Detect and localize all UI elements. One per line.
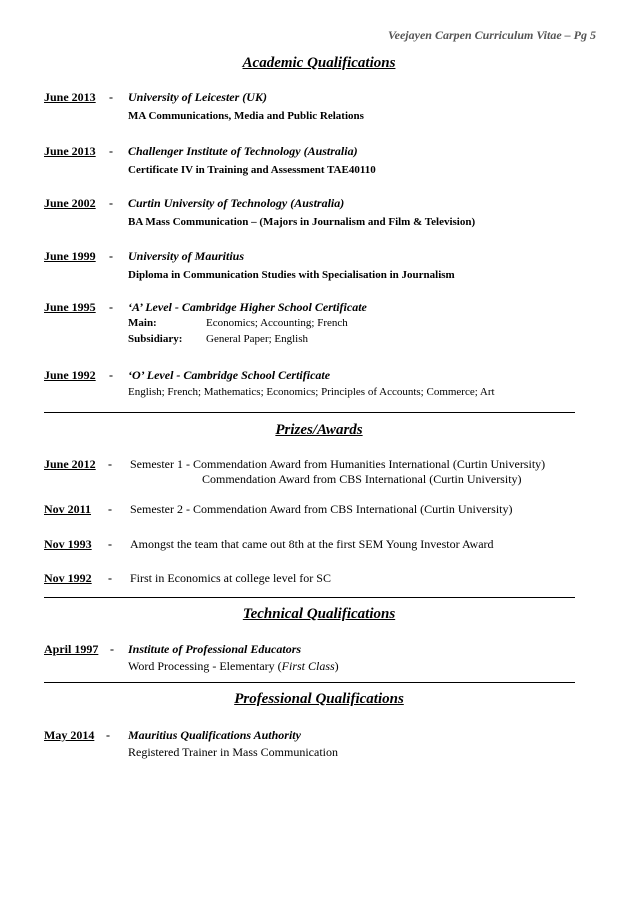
award-line: First in Economics at college level for SC [130, 571, 331, 585]
subsidiary-value: General Paper; English [206, 333, 309, 345]
entry-date: June 2012 [44, 457, 96, 471]
award-body [130, 457, 545, 487]
entry-dash: - [108, 502, 112, 516]
entry-body [128, 144, 376, 176]
qualification: BA Mass Communication – (Majors in Journalism and Film & Television) [128, 216, 476, 228]
entry-date: June 1992 [44, 368, 96, 382]
institution: ‘O’ Level - Cambridge School Certificate [128, 368, 331, 382]
entry-dash: - [109, 249, 113, 263]
section-title-professional: Professional Qualifications [234, 691, 404, 707]
entry-body [128, 368, 495, 398]
main-subjects-row [128, 317, 367, 329]
page-header: Veejayen Carpen Curriculum Vitae – Pg 5 [387, 28, 596, 42]
professional-detail: Registered Trainer in Mass Communication [128, 745, 338, 759]
entry-date: June 2013 [44, 90, 96, 104]
section-title-prizes: Prizes/Awards [275, 422, 363, 438]
award-line: Amongst the team that came out 8th at the first SEM Young Investor Award [130, 537, 494, 551]
institution: University of Leicester (UK) [128, 90, 267, 104]
entry-body [128, 90, 364, 122]
entry-dash: - [110, 642, 114, 656]
entry-dash: - [109, 90, 113, 104]
entry-date: June 1995 [44, 300, 96, 314]
institution: Curtin University of Technology (Australia) [128, 196, 345, 210]
entry-date: June 2002 [44, 196, 96, 210]
entry-date: April 1997 [44, 642, 99, 656]
entry-date: Nov 2011 [44, 502, 92, 516]
entry-dash: - [108, 537, 112, 551]
institution: ‘A’ Level - Cambridge Higher School Certificate [128, 300, 367, 314]
award-body [130, 571, 331, 586]
section-divider [44, 597, 575, 598]
section-divider [44, 412, 575, 413]
section-title-academic: Academic Qualifications [242, 55, 396, 71]
entry-body [128, 728, 338, 760]
entry-dash: - [108, 457, 112, 471]
institution: Institute of Professional Educators [128, 642, 302, 656]
subjects: English; French; Mathematics; Economics; Principles of Accounts; Commerce; Art [128, 386, 495, 398]
entry-dash: - [106, 728, 110, 742]
entry-dash: - [109, 368, 113, 382]
entry-body [128, 196, 475, 228]
entry-date: Nov 1993 [44, 537, 92, 551]
entry-body [128, 642, 339, 674]
entry-dash: - [109, 300, 113, 314]
section-title-technical: Technical Qualifications [242, 606, 396, 622]
entry-dash: - [109, 196, 113, 210]
entry-date: Nov 1992 [44, 571, 92, 585]
subsidiary-label: Subsidiary: [128, 333, 183, 345]
entry-date: May 2014 [44, 728, 95, 742]
award-line: Semester 1 - Commendation Award from Humanities International (Curtin University) [130, 457, 546, 471]
institution: University of Mauritius [128, 249, 245, 263]
qualification: Diploma in Communication Studies with Specialisation in Journalism [128, 269, 455, 281]
course-grade: First Class [281, 659, 335, 673]
course-detail-text: Word Processing - Elementary ( [128, 659, 282, 673]
entry-date: June 2013 [44, 144, 96, 158]
award-line: Semester 2 - Commendation Award from CBS International (Curtin University) [130, 502, 513, 516]
entry-body [128, 300, 367, 345]
award-line: Commendation Award from CBS International (Curtin University) [202, 472, 522, 486]
institution: Challenger Institute of Technology (Australia) [128, 144, 358, 158]
qualification: MA Communications, Media and Public Relations [128, 110, 364, 122]
institution: Mauritius Qualifications Authority [128, 728, 301, 742]
award-body [130, 537, 494, 552]
entry-date: June 1999 [44, 249, 96, 263]
course-detail [128, 659, 339, 674]
entry-dash: - [108, 571, 112, 585]
subsidiary-subjects-row [128, 333, 367, 345]
main-label: Main: [128, 317, 157, 329]
entry-dash: - [109, 144, 113, 158]
section-divider [44, 682, 575, 683]
main-value: Economics; Accounting; French [206, 317, 348, 329]
entry-body [128, 249, 455, 281]
award-body [130, 502, 513, 517]
qualification: Certificate IV in Training and Assessment TAE40110 [128, 164, 376, 176]
course-detail-close: ) [334, 659, 339, 673]
